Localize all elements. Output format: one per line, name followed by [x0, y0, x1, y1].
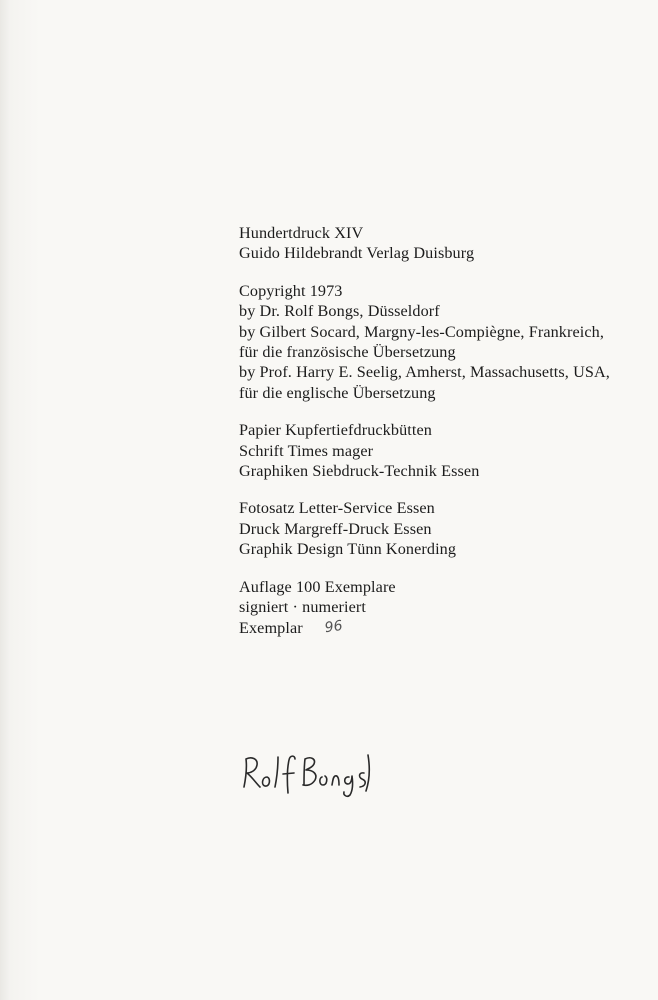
copyright-line: Copyright 1973: [239, 281, 343, 300]
materials-line: Graphiken Siebdruck-Technik Essen: [239, 462, 480, 481]
materials-block: [239, 420, 610, 481]
copyright-line: by Prof. Harry E. Seelig, Amherst, Massachusetts, USA,: [239, 363, 610, 382]
signature-image: [240, 747, 384, 799]
materials-line: Papier Kupfertiefdruckbütten: [239, 421, 432, 440]
copyright-line: für die französische Übersetzung: [239, 343, 456, 362]
edition-line: Auflage 100 Exemplare: [239, 577, 396, 596]
publisher-block: [239, 223, 610, 264]
copyright-line: by Gilbert Socard, Margny-les-Compiègne, Frankreich,: [239, 322, 604, 341]
copy-number-line: [239, 618, 610, 639]
production-line: Druck Margreff-Druck Essen: [239, 519, 432, 538]
copyright-line: für die englische Übersetzung: [239, 383, 436, 402]
production-line: Graphik Design Tünn Konerding: [239, 540, 457, 559]
series-title: Hundertdruck XIV: [239, 224, 364, 242]
handwritten-copy-number: 96: [323, 617, 344, 636]
copyright-line: by Dr. Rolf Bongs, Düsseldorf: [239, 302, 440, 321]
materials-line: Schrift Times mager: [239, 441, 374, 460]
copyright-block: [239, 281, 610, 403]
copy-label: Exemplar: [239, 618, 303, 637]
production-block: [239, 498, 610, 559]
edition-block: [239, 577, 610, 639]
production-line: Fotosatz Letter-Service Essen: [239, 499, 435, 518]
colophon: [239, 223, 610, 656]
publisher-name: Guido Hildebrandt Verlag Duisburg: [239, 244, 475, 263]
edition-line: signiert · numeriert: [239, 598, 366, 617]
